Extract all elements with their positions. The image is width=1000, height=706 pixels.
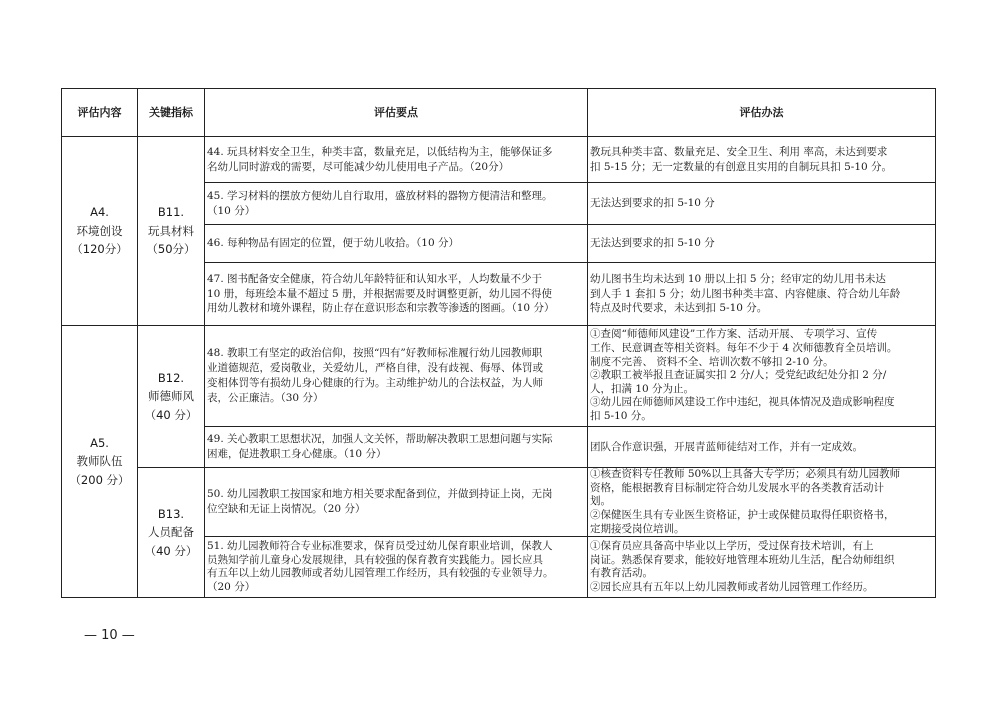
- header-points: 评估要点: [205, 89, 588, 137]
- point-line: 47. 图书配备安全健康，符合幼儿年龄特征和认知水平，人均数量不少于: [207, 272, 543, 285]
- point-line: 变相体罚等有损幼儿身心健康的行为。主动维护幼儿的合法权益，为人师: [207, 377, 543, 389]
- point-line: 45. 学习材料的摆放方便幼儿自行取用，盛放材料的器物方便清洁和整理。: [207, 189, 553, 202]
- key-score: （50分）: [146, 242, 196, 257]
- method-line: ③幼儿园在师德师风建设工作中违纪，视具体情况及造成影响程度: [590, 396, 895, 409]
- method-line: 无法达到要求的扣 5-10 分: [590, 237, 715, 250]
- key-title: 玩具材料: [148, 223, 194, 238]
- header-method: 评估办法: [588, 89, 936, 137]
- point-line: 10 册，每班绘本量不超过 5 册，并根据需要及时调整更新，幼儿园不得使: [207, 287, 553, 300]
- method-line: 定期接受岗位培训。: [590, 522, 685, 535]
- point-cell: [205, 326, 588, 427]
- key-indicator-cell: [138, 468, 205, 598]
- method-line: ①保育员应具备高中毕业以上学历，受过保育技术培训，有上: [590, 539, 874, 552]
- point-line: 困难，促进教职工身心健康。（10 分）: [207, 448, 387, 460]
- method-line: 扣 5-15 分；无一定数量的有创意且实用的自制玩具扣 5-10 分。: [590, 160, 893, 173]
- point-cell: [205, 137, 588, 183]
- point-line: 有五年以上幼儿园教师或者幼儿园管理工作经历，具有较强的专业领导力。: [207, 567, 554, 580]
- method-cell: [588, 183, 936, 225]
- method-line: 有教育活动。: [590, 567, 653, 580]
- key-code: B13.: [157, 507, 185, 522]
- point-line: 员熟知学前儿童身心发展规律，具有较强的保育教育实践能力。园长应具: [207, 553, 543, 566]
- method-line: ②保健医生具有专业医生资格证，护士或保健员取得任职资格书，: [590, 508, 895, 521]
- content-cell: [62, 326, 138, 598]
- point-line: 44. 玩具材料安全卫生，种类丰富，数量充足，以低结构为主，能够保证多: [207, 145, 553, 158]
- point-cell: [205, 183, 588, 225]
- point-line: （20 分）: [207, 580, 256, 593]
- point-line: 位空缺和无证上岗情况。（20 分）: [207, 503, 366, 516]
- point-line: 46. 每种物品有固定的位置，便于幼儿收拾。（10 分）: [207, 237, 459, 250]
- method-cell: [588, 468, 936, 537]
- method-cell: [588, 225, 936, 263]
- point-line: 用幼儿教材和境外课程，防止存在意识形态和宗教等渗透的图画。（10 分）: [207, 302, 555, 315]
- point-cell: [205, 468, 588, 537]
- point-cell: [205, 427, 588, 468]
- key-score: （40 分）: [144, 543, 198, 558]
- method-line: 无法达到要求的扣 5-10 分: [590, 197, 715, 210]
- header-key-indicator: 关键指标: [138, 89, 205, 137]
- method-cell: [588, 537, 936, 598]
- content-code: A4.: [90, 205, 109, 220]
- method-cell: [588, 427, 936, 468]
- header-row: [62, 89, 936, 137]
- key-score: （40 分）: [144, 407, 198, 422]
- key-code: B11.: [157, 205, 185, 220]
- point-line: 50. 幼儿园教职工按国家和地方相关要求配备到位，并做到持证上岗，无岗: [207, 488, 553, 501]
- content-title: 环境创设: [76, 223, 123, 238]
- method-line: 制度不完善、 资料不全、培训次数不够扣 2-10 分。: [590, 355, 834, 368]
- method-cell: [588, 263, 936, 326]
- point-cell: [205, 225, 588, 263]
- method-line: 到人手 1 套扣 5 分；幼儿图书种类丰富、内容健康、符合幼儿年龄: [590, 287, 901, 300]
- table-row: [62, 326, 936, 427]
- method-line: 团队合作意识强，开展青蓝师徒结对工作，并有一定成效。: [590, 440, 863, 453]
- page-number: — 10 —: [84, 628, 135, 643]
- method-line: 特点及时代要求，未达到扣 5-10 分。: [590, 302, 768, 315]
- method-line: 资格，能根据教育目标制定符合幼儿发展水平的各类教育活动计: [590, 481, 884, 494]
- method-line: ②教职工被举报且查证属实扣 2 分/人；受党纪政纪处分扣 2 分/: [590, 369, 887, 382]
- key-title: 人员配备: [148, 525, 194, 540]
- content-title: 教师队伍: [76, 454, 123, 469]
- point-cell: [205, 263, 588, 326]
- table-row: [62, 137, 936, 183]
- point-line: 48. 教职工有坚定的政治信仰，按照“四有”好教师标准履行幼儿园教师职: [207, 347, 543, 360]
- content-score: （120分）: [71, 242, 128, 257]
- point-line: （10 分）: [207, 204, 256, 217]
- method-line: 扣 5-10 分。: [590, 410, 652, 423]
- key-indicator-cell: [138, 137, 205, 326]
- table-row: [62, 468, 936, 537]
- point-line: 49. 关心教职工思想状况，加强人文关怀，帮助解决教职工思想问题与实际: [207, 433, 553, 446]
- point-line: 表，公正廉洁。（30 分）: [207, 391, 324, 404]
- method-line: 教玩具种类丰富、数量充足、安全卫生、利用 率高，未达到要求: [590, 145, 888, 158]
- method-line: 岗证。熟悉保育要求，能较好地管理本班幼儿生活，配合幼师组织: [590, 553, 895, 566]
- content-cell: [62, 137, 138, 326]
- point-line: 业道德规范，爱岗敬业，关爱幼儿，严格自律，没有歧视、侮辱、体罚或: [207, 362, 543, 375]
- method-line: 工作、民意调查等相关资料。每年不少于 4 次师德教育全员培训。: [590, 341, 898, 354]
- method-line: ②园长应具有五年以上幼儿园教师或者幼儿园管理工作经历。: [590, 580, 874, 593]
- method-cell: [588, 326, 936, 427]
- key-title: 师德师风: [148, 389, 194, 404]
- point-line: 名幼儿同时游戏的需要，尽可能减少幼儿使用电子产品。（20分）: [207, 160, 510, 173]
- content-code: A5.: [90, 436, 109, 451]
- method-line: 人，扣满 10 分为止。: [590, 382, 695, 395]
- method-line: ①核查资料专任教师 50%以上具备大专学历；必须具有幼儿园教师: [590, 468, 901, 480]
- point-cell: [205, 537, 588, 598]
- method-line: 划。: [590, 495, 611, 508]
- key-code: B12.: [157, 370, 185, 385]
- method-line: ①查阅“师德师风建设”工作方案、活动开展、 专项学习、宣传: [590, 328, 878, 341]
- key-indicator-cell: [138, 326, 205, 468]
- evaluation-table: [61, 88, 936, 598]
- method-cell: [588, 137, 936, 183]
- point-line: 51. 幼儿园教师符合专业标准要求，保育员受过幼儿保育职业培训，保教人: [207, 539, 553, 552]
- header-content: 评估内容: [62, 89, 138, 137]
- content-score: （200 分）: [69, 472, 130, 487]
- method-line: 幼儿图书生均未达到 10 册以上扣 5 分；经审定的幼儿用书未达: [590, 272, 886, 285]
